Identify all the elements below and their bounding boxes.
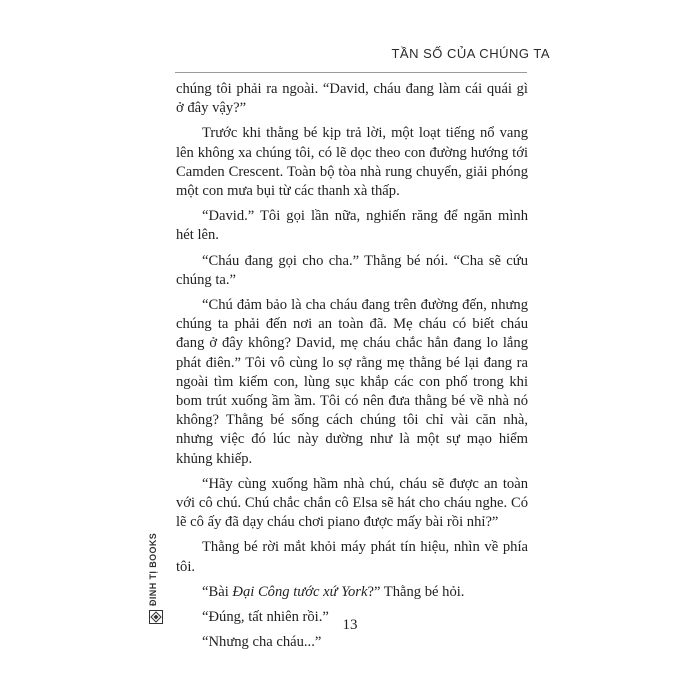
publisher-mark xyxy=(146,532,168,628)
paragraph: “Đúng, tất nhiên rồi.” xyxy=(202,609,329,626)
paragraph: “Hãy cùng xuống hầm nhà chú, cháu sẽ được an toàn với cô chú. Chú chắc chắn cô Elsa sẽ hát cho cháu nghe. Có lẽ cô ấy đã dạy cháu chơi piano được mấy bài rồi nhỉ?” xyxy=(176,475,528,531)
paragraph: “David.” Tôi gọi lần nữa, nghiến răng để ngăn mình hét lên. xyxy=(176,208,528,244)
paragraph: “Cháu đang gọi cho cha.” Thằng bé nói. “Cha sẽ cứu chúng ta.” xyxy=(176,252,528,288)
paragraph: “Nhưng cha cháu...” xyxy=(202,634,322,651)
header-rule xyxy=(175,72,527,73)
paragraph: Thằng bé rời mắt khỏi máy phát tín hiệu, nhìn về phía tôi. xyxy=(176,539,528,575)
running-header: TẦN SỐ CỦA CHÚNG TA xyxy=(391,46,550,61)
paragraph: Trước khi thằng bé kịp trả lời, một loạt tiếng nổ vang lên không xa chúng tôi, có lẽ dọc theo con đường hướng tới Camden Crescent. Toàn bộ tòa nhà rung chuyển, giải phóng một con mưa bụi từ các thanh xà thấp. xyxy=(176,125,528,200)
body-text xyxy=(176,80,528,658)
page-number: 13 xyxy=(342,617,358,633)
paragraph: chúng tôi phải ra ngoài. “David, cháu đang làm cái quái gì ở đây vậy?” xyxy=(176,81,528,117)
song-line-suffix: ?” Thằng bé hỏi. xyxy=(367,583,465,600)
paragraph: “Chú đảm bảo là cha cháu đang trên đường đến, nhưng chúng ta phải đến nơi an toàn đã. Mẹ cháu có biết cháu đang ở đây không? David, mẹ cháu chắc hẳn đang lo lắng phát điên.” Tôi vô cùng lo sợ rằng mẹ thằng bé lại đang ra ngoài tìm kiếm con, lùng sục khắp các con phố trong khi bom trút xuống ầm ầm. Tôi có nên đưa thằng bé về nhà nó không? Thằng bé sống cách chúng tôi chỉ vài căn nhà, nhưng việc đó lúc này dường như là một sự mạo hiểm khủng khiếp. xyxy=(176,297,528,467)
song-line-prefix: “Bài xyxy=(202,583,233,600)
publisher-name: ĐINH TỊ BOOKS xyxy=(148,532,158,606)
song-title: Đại Công tước xứ York xyxy=(232,583,368,600)
song-title-paragraph xyxy=(176,583,528,602)
